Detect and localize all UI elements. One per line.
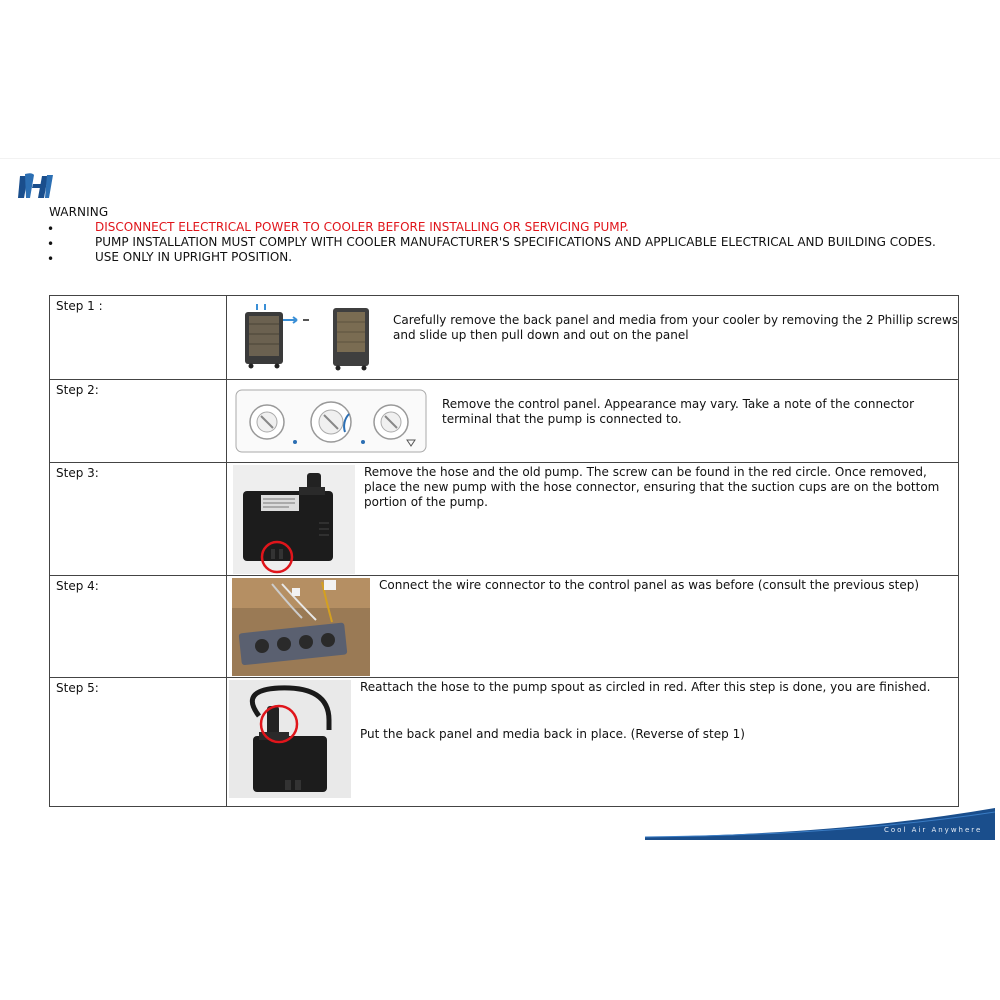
- cooler-unit-image: [237, 302, 377, 372]
- steps-table: [49, 295, 959, 807]
- bullet-marker: •: [47, 252, 55, 266]
- logo-icon: [18, 172, 54, 202]
- warning-item-comply: PUMP INSTALLATION MUST COMPLY WITH COOLER MANUFACTURER'S SPECIFICATIONS AND APPLICABLE ELECTRICAL AND BUILDING CODES.: [95, 235, 936, 249]
- step-label: Step 3:: [50, 463, 227, 576]
- bullet-marker: •: [47, 237, 55, 251]
- step-instruction: Carefully remove the back panel and media from your cooler by removing the 2 Phillip screws and slide up then pull down and out on the panel: [393, 313, 959, 342]
- control-panel-image: [235, 386, 427, 454]
- step-body: [227, 678, 959, 807]
- step-row: [50, 296, 959, 380]
- step-body: [227, 463, 959, 576]
- step-row: [50, 576, 959, 678]
- step-instruction: Remove the control panel. Appearance may vary. Take a note of the connector terminal that the pump is connected to.: [442, 397, 915, 426]
- step-label: Step 1 :: [50, 296, 227, 380]
- pump-image: [233, 465, 355, 574]
- step-row: [50, 380, 959, 463]
- step-label: Step 5:: [50, 678, 227, 807]
- step-instruction: Connect the wire connector to the control panel as was before (consult the previous step): [379, 578, 920, 592]
- step-row: [50, 678, 959, 807]
- step-instruction-secondary: Put the back panel and media back in place. (Reverse of step 1): [360, 727, 745, 741]
- step-body: [227, 296, 959, 380]
- step-body: [227, 576, 959, 678]
- warning-item-upright: USE ONLY IN UPRIGHT POSITION.: [95, 250, 293, 264]
- step-instruction: Reattach the hose to the pump spout as circled in red. After this step is done, you are finished.: [360, 680, 931, 694]
- wire-connector-image: [232, 578, 370, 676]
- brand-tagline: Cool Air Anywhere: [884, 826, 983, 834]
- step-body: [227, 380, 959, 463]
- step-row: [50, 463, 959, 576]
- step-instruction: Remove the hose and the old pump. The screw can be found in the red circle. Once removed, place the new pump with the hose connector, ensuring that the suction cups are on the bottom portion of the pump.: [364, 465, 940, 509]
- warning-title: WARNING: [49, 205, 109, 219]
- brand-swoosh: [645, 808, 995, 840]
- step-label: Step 2:: [50, 380, 227, 463]
- bullet-marker: •: [47, 222, 55, 236]
- pump-hose-image: [229, 680, 351, 798]
- step-label: Step 4:: [50, 576, 227, 678]
- warning-item-disconnect: DISCONNECT ELECTRICAL POWER TO COOLER BEFORE INSTALLING OR SERVICING PUMP.: [95, 220, 629, 234]
